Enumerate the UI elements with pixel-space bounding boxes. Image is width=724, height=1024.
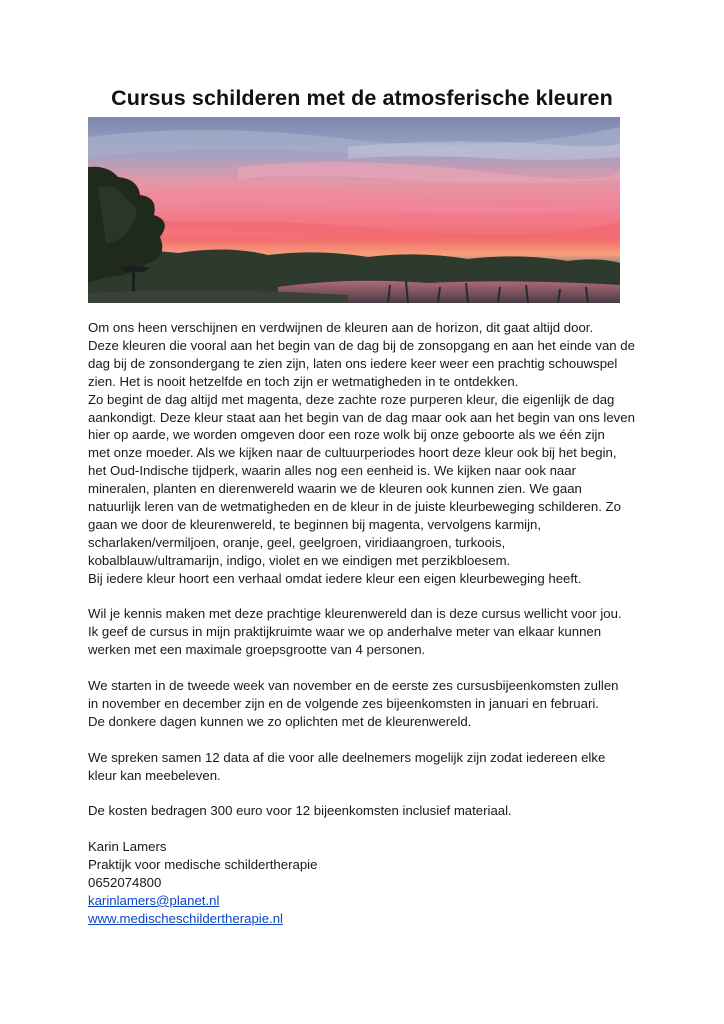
text-line: Zo begint de dag altijd met magenta, deze zachte roze purperen kleur, die eigenlijk de dag [88,391,615,407]
text-line: werken met een maximale groepsgrootte van 4 personen. [88,642,426,658]
text-line: natuurlijk leren van de wetmatigheden en de kleur in de juiste kleurbeweging schilderen. Zo [88,499,621,515]
page-title: Cursus schilderen met de atmosferische kleuren [111,86,613,110]
text-line: We spreken samen 12 data af die voor alle deelnemers mogelijk zijn zodat iedereen elke [88,749,606,765]
text-line: in november en december zijn en de volgende zes bijeenkomsten in januari en februari. [88,696,599,711]
contact-phone: 0652074800 [88,875,162,891]
text-line: kobalblauw/ultramarijn, indigo, violet en we eindigen met perzikbloesem. [88,552,511,568]
text-line: zien. Het is nooit hetzelfde en toch zijn er wetmatigheden in te ontdekken. [88,373,519,389]
text-line: het Oud-Indische tijdperk, waarin alles nog een eenheid is. We kijken naar ook naar [88,463,576,479]
text-line: scharlaken/vermiljoen, oranje, geel, geelgroen, viridiaangroen, turkoois, [88,534,506,550]
contact-name: Karin Lamers [88,839,167,855]
text-line: kleur kan meebeleven. [88,767,221,783]
paragraph-invitation [88,605,648,659]
contact-practice: Praktijk voor medische schildertherapie [88,857,318,873]
email-link[interactable]: karinlamers@planet.nl [88,892,220,908]
text-line: De donkere dagen kunnen we zo oplichten met de kleurenwereld. [88,713,472,729]
paragraph-intro [88,319,648,588]
text-line: Bij iedere kleur hoort een verhaal omdat iedere kleur een eigen kleurbeweging heeft. [88,570,582,586]
text-line: met onze moeder. Als we kijken naar de cultuurperiodes hoort deze kleur ook bij het begin, [88,445,617,461]
text-line: De kosten bedragen 300 euro voor 12 bijeenkomsten inclusief materiaal. [88,803,512,819]
text-line: We starten in de tweede week van november en de eerste zes cursusbijeenkomsten zullen [88,678,619,694]
text-line: aankondigt. Deze kleur staat aan het begin van de dag maar ook aan het begin van ons leven [88,409,635,425]
text-line: hier op aarde, we worden omgeven door een roze wolk bij onze geboorte als we één zijn [88,427,605,443]
text-line: mineralen, planten en dierenwereld waarin we de kleuren ook kunnen zien. We gaan [88,481,582,497]
text-line: dag bij de zonsondergang te zien zijn, laten ons iedere keer weer een prachtig schouwspel [88,355,618,371]
paragraph-costs [88,802,648,820]
paragraph-dates [88,749,648,785]
contact-block [88,838,648,928]
website-link[interactable]: www.medischeschildertherapie.nl [88,910,283,926]
text-line: gaan we door de kleurenwereld, te beginnen bij magenta, vervolgens karmijn, [88,516,542,532]
paragraph-schedule [88,677,648,731]
text-line: Wil je kennis maken met deze prachtige kleurenwereld dan is deze cursus wellicht voor jou. [88,606,622,622]
text-line: Om ons heen verschijnen en verdwijnen de kleuren aan de horizon, dit gaat altijd door. [88,320,594,335]
text-line: Deze kleuren die vooral aan het begin van de dag bij de zonsopgang en aan het einde van de [88,337,635,353]
text-line: Ik geef de cursus in mijn praktijkruimte waar we op anderhalve meter van elkaar kunnen [88,624,602,640]
sunset-photo [88,117,620,303]
document-body [88,319,648,928]
